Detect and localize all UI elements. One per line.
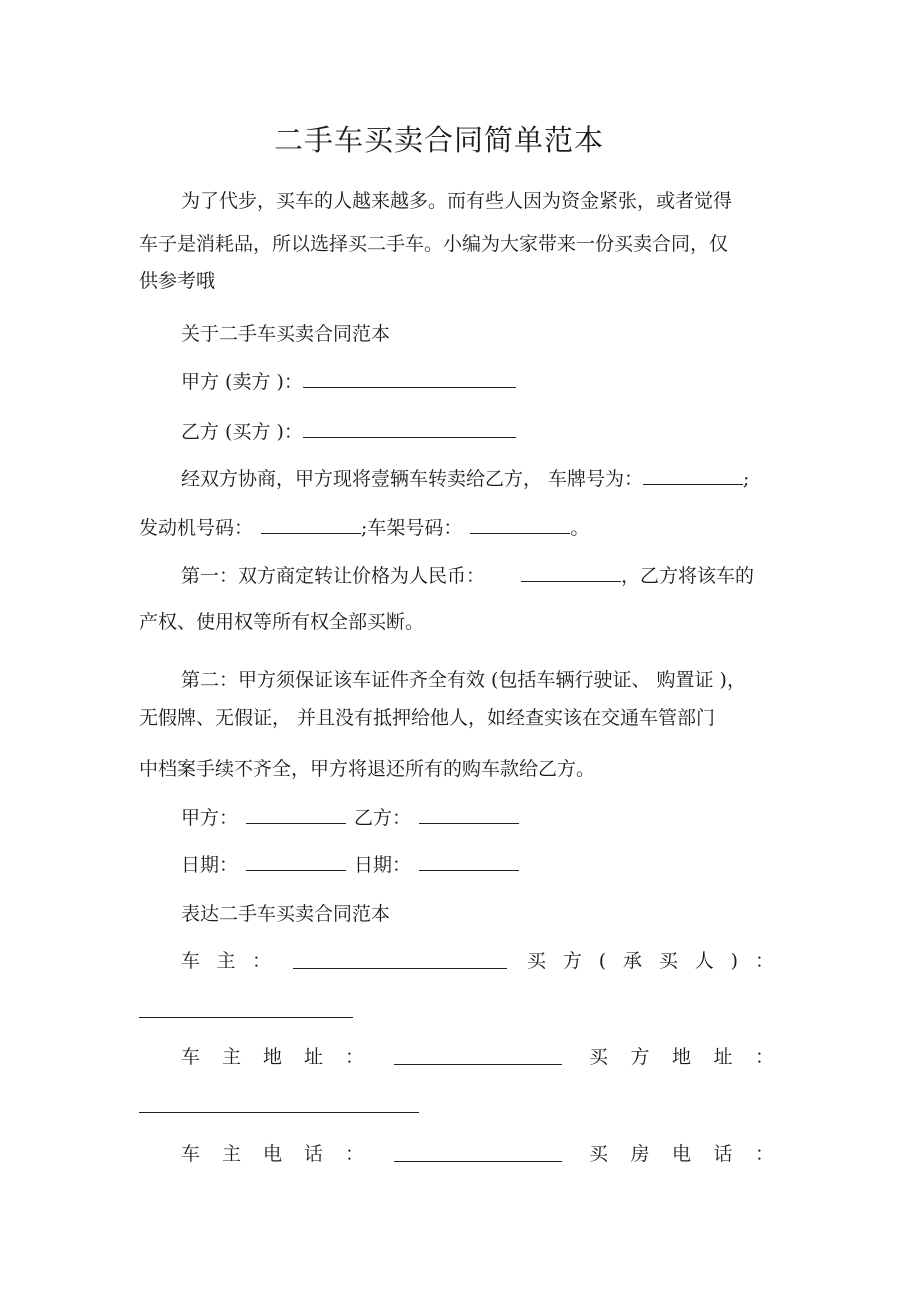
frame-label: ;车架号码： <box>361 517 463 539</box>
period: 。 <box>570 517 590 539</box>
owner-addr-char-1: 主 <box>221 1046 241 1068</box>
sign-a-blank[interactable] <box>246 805 346 824</box>
date-b-blank[interactable] <box>419 852 519 871</box>
agreement-row <box>181 466 749 491</box>
owner-char-2: ： <box>251 950 271 972</box>
document-title: 二手车买卖合同简单范本 <box>274 123 605 157</box>
buyer-blank[interactable] <box>139 1017 353 1018</box>
date-a-blank[interactable] <box>246 852 346 871</box>
owner-phone-char-1: 主 <box>221 1143 241 1165</box>
owner-char-1: 主 <box>216 950 236 972</box>
owner-addr-char-2: 地 <box>262 1046 282 1068</box>
agreement-semicolon: ; <box>743 468 750 490</box>
date-b-label: 日期： <box>354 854 412 876</box>
owner-address-label <box>181 1045 364 1069</box>
buyer-char-2: ( <box>598 950 607 972</box>
frame-number-blank[interactable] <box>470 515 570 534</box>
buyer-phone-char-2: 电 <box>671 1143 691 1165</box>
intro-line-1: 为了代步，买车的人越来越多。而有些人因为资金紧张，或者觉得 <box>181 190 733 212</box>
buyer-addr-char-3: 址 <box>713 1046 733 1068</box>
owner-phone-char-4: ： <box>344 1143 364 1165</box>
buyer-addr-char-0: 买 <box>589 1046 609 1068</box>
owner-address-blank[interactable] <box>394 1064 562 1065</box>
engine-label: 发动机号码： <box>139 517 254 539</box>
owner-char-0: 车 <box>181 950 201 972</box>
party-b-blank[interactable] <box>303 419 516 438</box>
buyer-char-1: 方 <box>562 950 582 972</box>
owner-addr-char-0: 车 <box>181 1046 201 1068</box>
buyer-char-7: ： <box>754 950 774 972</box>
engine-number-blank[interactable] <box>261 515 361 534</box>
plate-number-blank[interactable] <box>643 466 743 485</box>
sign-b-label: 乙方： <box>354 807 412 829</box>
owner-phone-char-2: 电 <box>262 1143 282 1165</box>
date-a-label: 日期： <box>181 854 239 876</box>
agreement-text: 经双方协商，甲方现将壹辆车转卖给乙方， 车牌号为： <box>181 468 644 490</box>
date-row <box>181 852 519 877</box>
clause1-text-a: 第一：双方商定转让价格为人民币： <box>181 565 486 587</box>
intro-line-2: 车子是消耗品，所以选择买二手车。小编为大家带来一份买卖合同，仅 <box>139 233 729 255</box>
buyer-phone-char-1: 房 <box>630 1143 650 1165</box>
buyer-char-4: 买 <box>658 950 678 972</box>
clause1-text-b: ，乙方将该车的 <box>621 565 755 587</box>
clause2-line-3: 中档案手续不齐全，甲方将退还所有的购车款给乙方。 <box>139 758 596 780</box>
sign-b-blank[interactable] <box>419 805 519 824</box>
buyer-phone-char-4: ： <box>754 1143 774 1165</box>
owner-phone-blank[interactable] <box>394 1161 562 1162</box>
buyer-char-5: 人 <box>694 950 714 972</box>
buyer-char-6: ) <box>730 950 739 972</box>
engine-frame-row <box>139 515 589 540</box>
sign-a-label: 甲方： <box>181 807 239 829</box>
section2-heading: 表达二手车买卖合同范本 <box>181 903 391 925</box>
clause1-line-2: 产权、使用权等所有权全部买断。 <box>139 611 425 633</box>
party-b-label: 乙方 (买方 )： <box>181 421 303 443</box>
owner-addr-char-3: 址 <box>303 1046 323 1068</box>
buyer-char-3: 承 <box>623 950 643 972</box>
buyer-addr-char-2: 地 <box>671 1046 691 1068</box>
clause2-line-2: 无假牌、无假证， 并且没有抵押给他人，如经查实该在交通车管部门 <box>139 707 716 729</box>
owner-phone-char-0: 车 <box>181 1143 201 1165</box>
buyer-label <box>527 949 774 973</box>
price-blank[interactable] <box>521 563 621 582</box>
party-b-row <box>181 419 516 444</box>
buyer-address-label <box>589 1045 774 1069</box>
party-a-label: 甲方 (卖方 )： <box>181 371 303 393</box>
buyer-phone-char-3: 话 <box>713 1143 733 1165</box>
signature-row <box>181 805 519 830</box>
intro-line-3: 供参考哦 <box>139 270 216 292</box>
buyer-char-0: 买 <box>527 950 547 972</box>
section1-heading: 关于二手车买卖合同范本 <box>181 323 391 345</box>
buyer-addr-char-1: 方 <box>630 1046 650 1068</box>
buyer-addr-char-4: ： <box>754 1046 774 1068</box>
party-a-row <box>181 369 516 394</box>
owner-label <box>181 949 271 973</box>
owner-phone-label <box>181 1142 364 1166</box>
buyer-phone-char-0: 买 <box>589 1143 609 1165</box>
clause2-line-1: 第二：甲方须保证该车证件齐全有效 (包括车辆行驶证、 购置证 )， <box>181 669 746 691</box>
party-a-blank[interactable] <box>303 369 516 388</box>
clause1-row <box>181 563 754 588</box>
buyer-phone-label <box>589 1142 774 1166</box>
owner-blank[interactable] <box>293 968 507 969</box>
buyer-address-blank[interactable] <box>139 1112 419 1113</box>
owner-addr-char-4: ： <box>344 1046 364 1068</box>
owner-phone-char-3: 话 <box>303 1143 323 1165</box>
